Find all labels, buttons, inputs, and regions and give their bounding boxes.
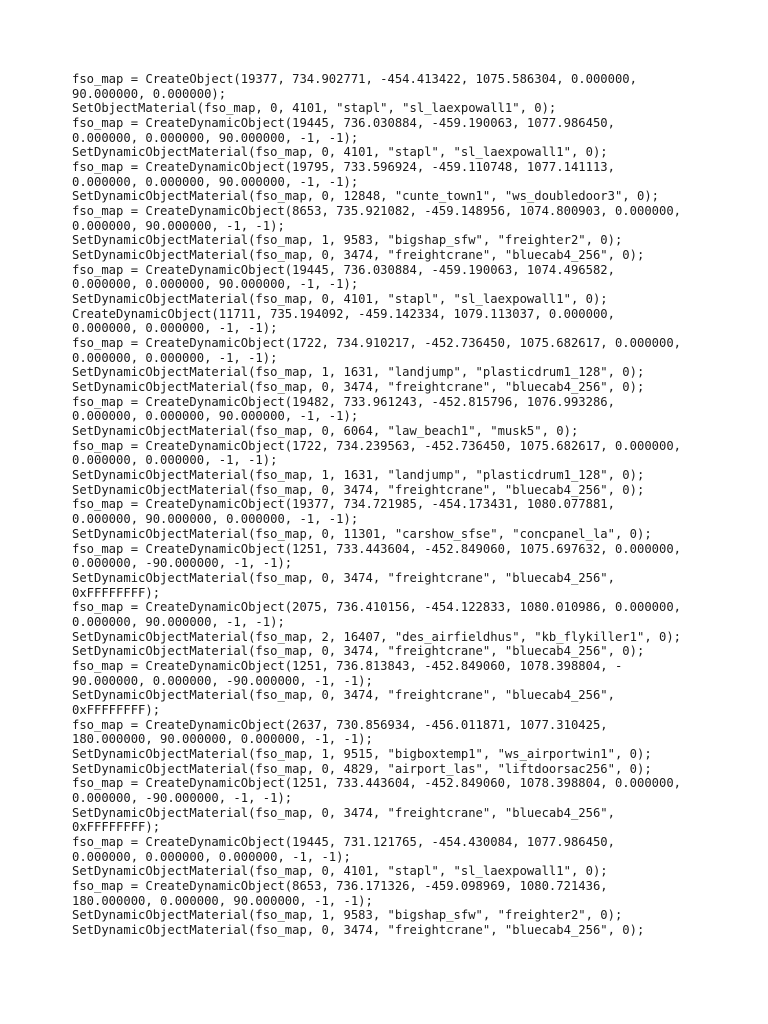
code-line: 0xFFFFFFFF);: [72, 585, 161, 600]
code-line: fso_map = CreateDynamicObject(8653, 736.171326, -459.098969, 1080.721436,: [72, 878, 608, 893]
code-line: 0.000000, 90.000000, -1, -1);: [72, 218, 285, 233]
code-line: 90.000000, 0.000000);: [72, 86, 227, 101]
code-line: fso_map = CreateDynamicObject(19445, 736.030884, -459.190063, 1077.986450,: [72, 116, 615, 131]
code-line: SetDynamicObjectMaterial(fso_map, 0, 3474, "freightcrane", "bluecab4_256",: [72, 688, 615, 703]
code-line: fso_map = CreateDynamicObject(1251, 733.443604, -452.849060, 1078.398804, 0.000000,: [72, 776, 682, 791]
code-line: SetDynamicObjectMaterial(fso_map, 0, 3474, "freightcrane", "bluecab4_256", 0);: [72, 248, 645, 263]
code-line: SetDynamicObjectMaterial(fso_map, 0, 3474, "freightcrane", "bluecab4_256",: [72, 805, 615, 820]
code-line: 0.000000, 0.000000, 90.000000, -1, -1);: [72, 174, 359, 189]
code-line: SetDynamicObjectMaterial(fso_map, 0, 3474, "freightcrane", "bluecab4_256", 0);: [72, 482, 645, 497]
code-line: SetDynamicObjectMaterial(fso_map, 1, 9583, "bigshap_sfw", "freighter2", 0);: [72, 908, 623, 923]
code-line: 180.000000, 90.000000, 0.000000, -1, -1);: [72, 732, 373, 747]
code-line: fso_map = CreateDynamicObject(8653, 735.921082, -459.148956, 1074.800903, 0.000000,: [72, 204, 682, 219]
code-line: 0.000000, 0.000000, -1, -1);: [72, 453, 278, 468]
code-line: SetDynamicObjectMaterial(fso_map, 0, 3474, "freightcrane", "bluecab4_256", 0);: [72, 644, 645, 659]
code-line: SetDynamicObjectMaterial(fso_map, 0, 4101, "stapl", "sl_laexpowall1", 0);: [72, 292, 608, 307]
code-line: SetDynamicObjectMaterial(fso_map, 2, 16407, "des_airfieldhus", "kb_flykiller1", 0);: [72, 629, 682, 644]
code-line: 0.000000, 0.000000, 90.000000, -1, -1);: [72, 130, 359, 145]
code-line: SetDynamicObjectMaterial(fso_map, 0, 6064, "law_beach1", "musk5", 0);: [72, 424, 579, 439]
code-line: 0xFFFFFFFF);: [72, 820, 161, 835]
code-line: SetDynamicObjectMaterial(fso_map, 0, 12848, "cunte_town1", "ws_doubledoor3", 0);: [72, 189, 659, 204]
code-line: SetDynamicObjectMaterial(fso_map, 1, 9515, "bigboxtemp1", "ws_airportwin1", 0);: [72, 746, 652, 761]
code-line: 0.000000, 0.000000, 90.000000, -1, -1);: [72, 277, 359, 292]
code-line: fso_map = CreateDynamicObject(1722, 734.239563, -452.736450, 1075.682617, 0.000000,: [72, 438, 682, 453]
code-line: 0xFFFFFFFF);: [72, 702, 161, 717]
code-line: 0.000000, -90.000000, -1, -1);: [72, 556, 293, 571]
code-line: SetDynamicObjectMaterial(fso_map, 0, 11301, "carshow_sfse", "concpanel_la", 0);: [72, 526, 652, 541]
code-line: fso_map = CreateDynamicObject(19377, 734.721985, -454.173431, 1080.077881,: [72, 497, 615, 512]
code-line: 90.000000, 0.000000, -90.000000, -1, -1);: [72, 673, 373, 688]
code-line: SetDynamicObjectMaterial(fso_map, 0, 4101, "stapl", "sl_laexpowall1", 0);: [72, 864, 608, 879]
code-line: SetDynamicObjectMaterial(fso_map, 0, 3474, "freightcrane", "bluecab4_256",: [72, 570, 615, 585]
code-line: fso_map = CreateDynamicObject(1251, 733.443604, -452.849060, 1075.697632, 0.000000,: [72, 541, 682, 556]
code-line: SetDynamicObjectMaterial(fso_map, 1, 9583, "bigshap_sfw", "freighter2", 0);: [72, 233, 623, 248]
code-line: SetDynamicObjectMaterial(fso_map, 0, 4101, "stapl", "sl_laexpowall1", 0);: [72, 145, 608, 160]
code-line: fso_map = CreateObject(19377, 734.902771, -454.413422, 1075.586304, 0.000000,: [72, 72, 637, 86]
code-line: 0.000000, 0.000000, -1, -1);: [72, 321, 278, 336]
code-line: SetObjectMaterial(fso_map, 0, 4101, "stapl", "sl_laexpowall1", 0);: [72, 101, 557, 116]
code-line: 0.000000, 0.000000, 0.000000, -1, -1);: [72, 849, 351, 864]
code-line: SetDynamicObjectMaterial(fso_map, 0, 4829, "airport_las", "liftdoorsac256", 0);: [72, 761, 652, 776]
code-line: 0.000000, -90.000000, -1, -1);: [72, 790, 293, 805]
code-line: 0.000000, 90.000000, -1, -1);: [72, 614, 285, 629]
code-line: fso_map = CreateDynamicObject(19795, 733.596924, -459.110748, 1077.141113,: [72, 160, 615, 175]
code-line: fso_map = CreateDynamicObject(19482, 733.961243, -452.815796, 1076.993286,: [72, 394, 615, 409]
code-line: fso_map = CreateDynamicObject(1251, 736.813843, -452.849060, 1078.398804, -: [72, 658, 623, 673]
code-line: SetDynamicObjectMaterial(fso_map, 0, 3474, "freightcrane", "bluecab4_256", 0);: [72, 922, 645, 937]
code-line: fso_map = CreateDynamicObject(2075, 736.410156, -454.122833, 1080.010986, 0.000000,: [72, 600, 682, 615]
code-line: fso_map = CreateDynamicObject(1722, 734.910217, -452.736450, 1075.682617, 0.000000,: [72, 336, 682, 351]
code-line: SetDynamicObjectMaterial(fso_map, 1, 1631, "landjump", "plasticdrum1_128", 0);: [72, 365, 645, 380]
code-line: 0.000000, 0.000000, 90.000000, -1, -1);: [72, 409, 359, 424]
code-line: SetDynamicObjectMaterial(fso_map, 1, 1631, "landjump", "plasticdrum1_128", 0);: [72, 468, 645, 483]
code-line: fso_map = CreateDynamicObject(19445, 736.030884, -459.190063, 1074.496582,: [72, 262, 615, 277]
code-listing: [72, 72, 712, 938]
code-line: CreateDynamicObject(11711, 735.194092, -459.142334, 1079.113037, 0.000000,: [72, 306, 615, 321]
code-line: SetDynamicObjectMaterial(fso_map, 0, 3474, "freightcrane", "bluecab4_256", 0);: [72, 380, 645, 395]
code-line: 0.000000, 90.000000, 0.000000, -1, -1);: [72, 512, 359, 527]
code-line: 0.000000, 0.000000, -1, -1);: [72, 350, 278, 365]
code-line: fso_map = CreateDynamicObject(19445, 731.121765, -454.430084, 1077.986450,: [72, 834, 615, 849]
code-line: 180.000000, 0.000000, 90.000000, -1, -1);: [72, 893, 373, 908]
code-line: fso_map = CreateDynamicObject(2637, 730.856934, -456.011871, 1077.310425,: [72, 717, 608, 732]
